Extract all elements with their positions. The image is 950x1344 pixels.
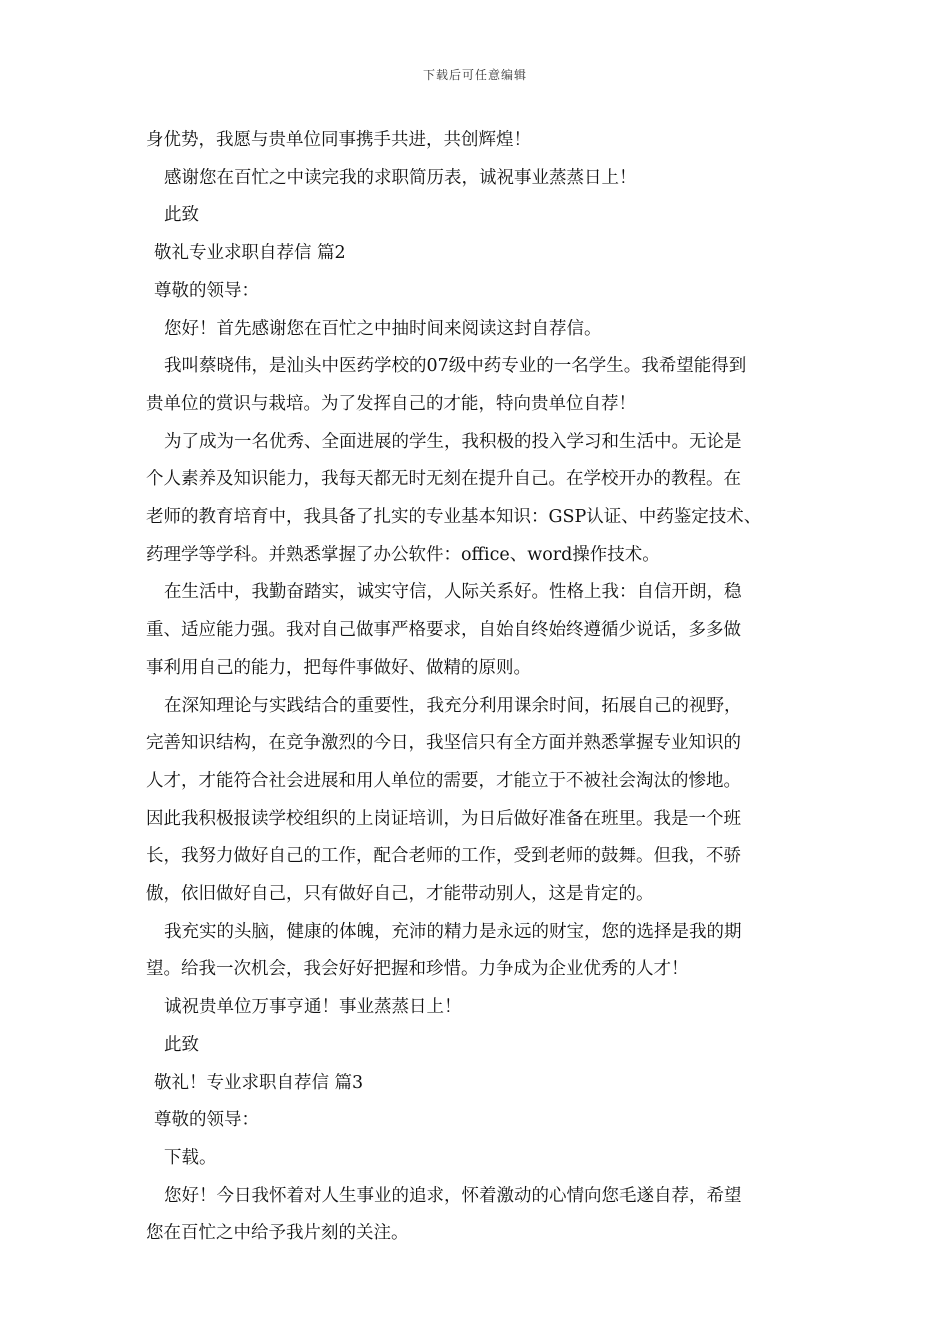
page-header: 下载后可任意编辑 <box>422 68 527 82</box>
text-line: 我叫蔡晓伟，是汕头中医药学校的07级中药专业的一名学生。我希望能得到 <box>164 356 747 377</box>
text-line: 您好！今日我怀着对人生事业的追求，怀着激动的心情向您毛遂自荐，希望 <box>164 1185 742 1206</box>
text-line: 感谢您在百忙之中读完我的求职简历表，诚祝事业蒸蒸日上！ <box>164 167 637 188</box>
text-line: 重、适应能力强。我对自己做事严格要求，自始自终始终遵循少说话，多多做 <box>146 620 741 641</box>
text-line: 因此我积极报读学校组织的上岗证培训，为日后做好准备在班里。我是一个班 <box>146 808 741 829</box>
text-line: 此致 <box>164 205 199 226</box>
section-title: 敬礼！专业求职自荐信 篇3 <box>154 1072 364 1093</box>
section-title: 敬礼专业求职自荐信 篇2 <box>154 243 346 264</box>
document-body <box>146 122 814 1253</box>
salutation: 尊敬的领导： <box>154 280 259 301</box>
text-line: 您好！首先感谢您在百忙之中抽时间来阅读这封自荐信。 <box>164 318 602 339</box>
text-line: 人才，才能符合社会进展和用人单位的需要，才能立于不被社会淘汰的惨地。 <box>146 770 741 791</box>
text-line: 贵单位的赏识与栽培。为了发挥自己的才能，特向贵单位自荐！ <box>146 393 636 414</box>
text-line: 药理学等学科。并熟悉掌握了办公软件：office、word操作技术。 <box>146 544 660 565</box>
text-line: 为了成为一名优秀、全面进展的学生，我积极的投入学习和生活中。无论是 <box>164 431 742 452</box>
text-line: 此致 <box>164 1034 199 1055</box>
text-line: 个人素养及知识能力，我每天都无时无刻在提升自己。在学校开办的教程。在 <box>146 469 741 490</box>
text-line: 身优势，我愿与贵单位同事携手共进，共创辉煌！ <box>146 130 531 150</box>
text-line: 在深知理论与实践结合的重要性，我充分利用课余时间，拓展自己的视野， <box>164 695 742 716</box>
text-line: 您在百忙之中给予我片刻的关注。 <box>146 1223 409 1244</box>
text-line: 望。给我一次机会，我会好好把握和珍惜。力争成为企业优秀的人才！ <box>146 959 689 980</box>
text-line: 诚祝贵单位万事亨通！事业蒸蒸日上！ <box>164 997 462 1018</box>
text-line: 长，我努力做好自己的工作，配合老师的工作，受到老师的鼓舞。但我，不骄 <box>146 846 741 867</box>
text-line: 老师的教育培育中，我具备了扎实的专业基本知识：GSP认证、中药鉴定技术、 <box>146 507 762 528</box>
salutation: 尊敬的领导： <box>154 1110 259 1131</box>
text-line: 在生活中，我勤奋踏实，诚实守信，人际关系好。性格上我：自信开朗，稳 <box>164 582 742 603</box>
text-line: 事利用自己的能力，把每件事做好、做精的原则。 <box>146 657 531 678</box>
text-line: 下载。 <box>164 1147 217 1168</box>
text-line: 傲，依旧做好自己，只有做好自己，才能带动别人，这是肯定的。 <box>146 884 654 905</box>
text-line: 我充实的头脑，健康的体魄，充沛的精力是永远的财宝，您的选择是我的期 <box>164 921 742 942</box>
text-line: 完善知识结构，在竞争激烈的今日，我坚信只有全方面并熟悉掌握专业知识的 <box>146 733 741 754</box>
